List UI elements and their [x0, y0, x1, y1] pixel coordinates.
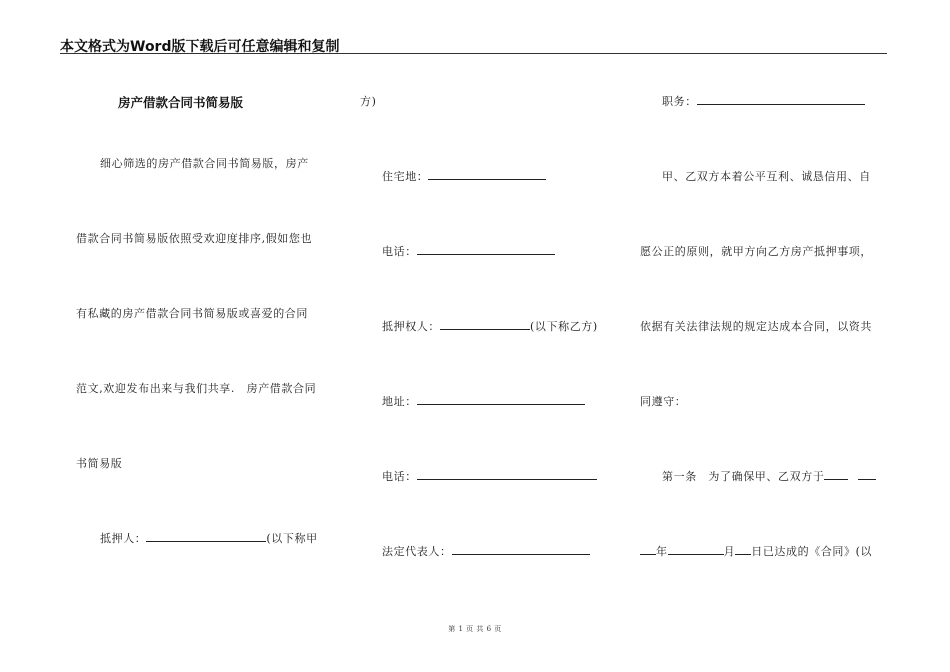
- position-row: [662, 93, 865, 109]
- month-blank[interactable]: [668, 544, 724, 555]
- mortgagee-row: [382, 318, 598, 334]
- address-blank[interactable]: [417, 394, 585, 405]
- terms-line-1: 甲、乙双方本着公平互利、诚恳信用、自: [662, 170, 871, 183]
- date-row: [640, 543, 872, 559]
- phone-label-2: 电话：: [382, 470, 417, 483]
- column-left: [76, 0, 326, 672]
- address-label: 地址：: [382, 395, 417, 408]
- position-blank[interactable]: [697, 94, 865, 105]
- legal-rep-blank[interactable]: [452, 544, 590, 555]
- mortgagor-blank[interactable]: [146, 531, 266, 542]
- phone-blank-1[interactable]: [417, 244, 555, 255]
- address-row: [382, 393, 585, 409]
- day-blank[interactable]: [735, 544, 751, 555]
- mortgagor-label: 抵押人：: [100, 532, 147, 545]
- document-banner: 本文格式为Word版下载后可任意编辑和复制: [60, 39, 340, 55]
- intro-line-5: 书简易版: [76, 457, 123, 470]
- terms-line-4: 同遵守：: [640, 395, 687, 408]
- article-1-text: 第一条 为了确保甲、乙双方于: [662, 470, 825, 483]
- mortgagor-row: [100, 530, 318, 546]
- legal-rep-label: 法定代表人：: [382, 545, 452, 558]
- phone-blank-2[interactable]: [417, 469, 597, 480]
- position-label: 职务：: [662, 95, 697, 108]
- date-suffix: 日已达成的《合同》(以: [751, 545, 873, 558]
- phone-row-1: [382, 243, 555, 259]
- year-char: 年: [656, 545, 668, 558]
- intro-line-1: 细心筛选的房产借款合同书简易版，房产: [100, 157, 309, 170]
- intro-line-2: 借款合同书简易版依照受欢迎度排序,假如您也: [76, 232, 313, 245]
- column-middle: [360, 0, 610, 672]
- mortgagee-blank[interactable]: [440, 319, 530, 330]
- party-a-continuation: 方): [360, 95, 377, 108]
- residence-blank[interactable]: [428, 169, 546, 180]
- residence-label: 住宅地：: [382, 170, 429, 183]
- month-char: 月: [723, 545, 736, 558]
- mortgagee-suffix: (以下称乙方): [530, 320, 598, 333]
- residence-row: [382, 168, 546, 184]
- terms-line-2: 愿公正的原则，就甲方向乙方房产抵押事项，: [640, 245, 872, 258]
- date-blank-b[interactable]: [858, 469, 876, 480]
- terms-line-3: 依据有关法律法规的规定达成本合同，以资共: [640, 320, 872, 333]
- phone-row-2: [382, 468, 597, 484]
- mortgagee-label: 抵押权人：: [382, 320, 440, 333]
- intro-line-3: 有私藏的房产借款合同书简易版或喜爱的合同: [76, 307, 308, 320]
- year-blank[interactable]: [640, 544, 656, 555]
- page-number: 第 1 页 共 6 页: [448, 625, 502, 633]
- date-blank-a[interactable]: [824, 469, 848, 480]
- mortgagor-suffix: (以下称甲: [266, 532, 318, 545]
- phone-label-1: 电话：: [382, 245, 417, 258]
- intro-line-4: 范文,欢迎发布出来与我们共享. 房产借款合同: [76, 382, 317, 395]
- legal-rep-row: [382, 543, 590, 559]
- article-1-row: [662, 468, 876, 484]
- column-right: [640, 0, 890, 672]
- document-title: 房产借款合同书简易版: [118, 95, 244, 110]
